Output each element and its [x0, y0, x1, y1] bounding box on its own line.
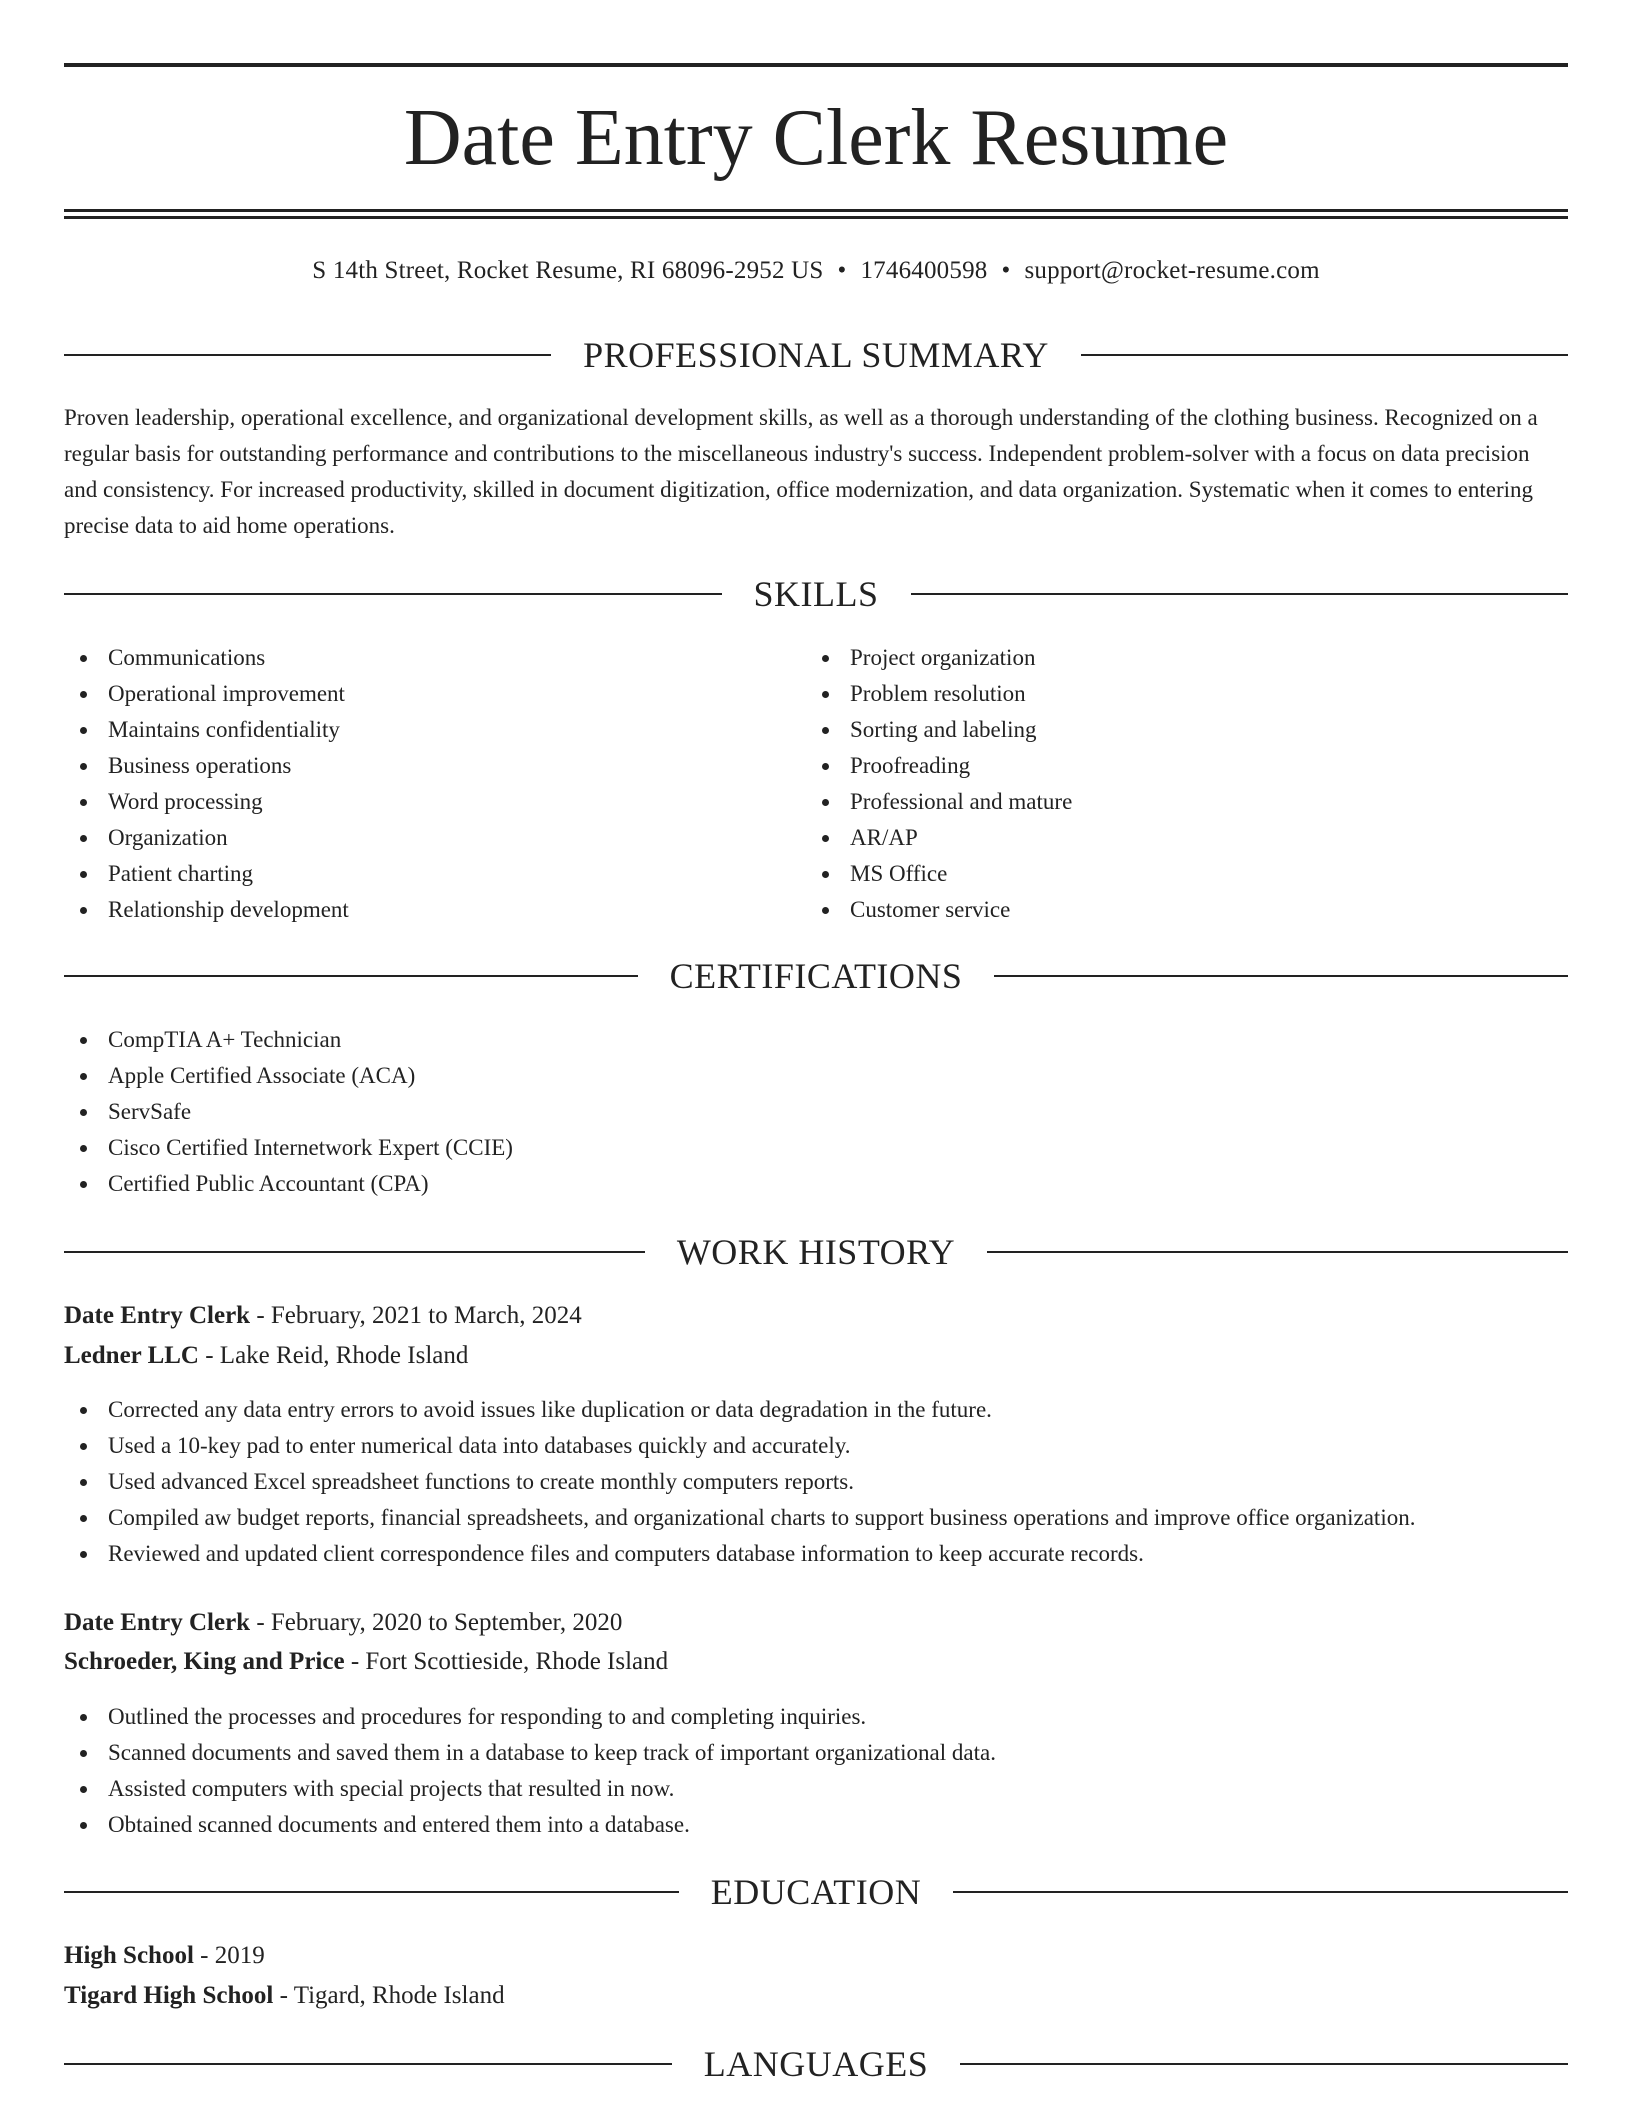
heading-rule — [911, 593, 1569, 595]
job-dates: - February, 2021 to March, 2024 — [250, 1302, 582, 1329]
skill-item: Relationship development — [64, 892, 804, 928]
job-bullet: Outlined the processes and procedures for responding to and completing inquiries. — [64, 1699, 1568, 1735]
skill-item: Sorting and labeling — [806, 712, 1546, 748]
heading-rule — [1081, 354, 1568, 356]
job-role: Date Entry Clerk — [64, 1609, 251, 1636]
resume-title: Date Entry Clerk Resume — [403, 94, 1229, 182]
section-heading-summary — [64, 333, 1568, 377]
job-bullet: Assisted computers with special projects that resulted in now. — [64, 1771, 1568, 1807]
job-bullet: Compiled aw budget reports, financial spreadsheets, and organizational charts to support business operations and improve office organization. — [64, 1500, 1568, 1536]
skill-item: Proofreading — [806, 748, 1546, 784]
contact-separator: • — [1001, 257, 1011, 284]
certification-item: CompTIA A+ Technician — [64, 1022, 1568, 1058]
education-school-line — [64, 1978, 505, 2014]
contact-phone: 1746400598 — [860, 257, 988, 284]
job-bullet: Corrected any data entry errors to avoid issues like duplication or data degradation in the future. — [64, 1392, 1568, 1428]
certifications-list — [64, 1022, 1568, 1202]
skill-item: MS Office — [806, 856, 1546, 892]
section-heading-education — [64, 1870, 1568, 1914]
job-location: - Fort Scottieside, Rhode Island — [344, 1648, 669, 1675]
job-bullet: Used a 10-key pad to enter numerical data into databases quickly and accurately. — [64, 1428, 1568, 1464]
contact-separator: • — [837, 257, 847, 284]
job-bullet: Obtained scanned documents and entered them into a database. — [64, 1807, 1568, 1843]
heading-rule — [64, 354, 551, 356]
skills-list-left — [64, 640, 804, 928]
contact-address: S 14th Street, Rocket Resume, RI 68096-2952 US — [312, 257, 824, 284]
section-heading-certifications — [64, 954, 1568, 998]
job-bullet: Used advanced Excel spreadsheet functions to create monthly computers reports. — [64, 1464, 1568, 1500]
section-title: SKILLS — [753, 574, 879, 614]
job-bullets — [64, 1392, 1568, 1572]
skill-item: Organization — [64, 820, 804, 856]
job-company-line — [64, 1338, 468, 1374]
heading-rule — [953, 1891, 1568, 1893]
education-location: - Tigard, Rhode Island — [273, 1982, 505, 2009]
section-title: LANGUAGES — [703, 2044, 929, 2084]
job-location: - Lake Reid, Rhode Island — [198, 1342, 469, 1369]
skill-item: AR/AP — [806, 820, 1546, 856]
certification-item: Certified Public Accountant (CPA) — [64, 1166, 1568, 1202]
job-title-line — [64, 1605, 622, 1641]
section-heading-work-history — [64, 1230, 1568, 1274]
education-degree-line — [64, 1938, 265, 1974]
heading-rule — [64, 2063, 672, 2065]
job-company: Ledner LLC — [64, 1342, 199, 1369]
job-title-line — [64, 1298, 582, 1334]
summary-text: Proven leadership, operational excellence, and organizational development skills, as well as a thorough understanding of the clothing business. Recognized on a regular basis for outstanding performance and contributions to the miscellaneous industry's success. Independent problem-solver with a focus on data precision and consistency. For increased productivity, skilled in document digitization, office modernization, and data organization. Systematic when it comes to entering precise data to aid home operations. — [64, 405, 1538, 538]
skill-item: Communications — [64, 640, 804, 676]
job-company: Schroeder, King and Price — [64, 1648, 345, 1675]
heading-rule — [64, 975, 638, 977]
job-dates: - February, 2020 to September, 2020 — [250, 1609, 623, 1636]
job-bullet: Reviewed and updated client correspondence files and computers database information to keep accurate records. — [64, 1536, 1568, 1572]
section-title: CERTIFICATIONS — [669, 956, 963, 996]
section-title: EDUCATION — [710, 1872, 922, 1912]
skill-item: Customer service — [806, 892, 1546, 928]
section-title: PROFESSIONAL SUMMARY — [583, 335, 1049, 375]
heading-rule — [987, 1251, 1568, 1253]
heading-rule — [960, 2063, 1568, 2065]
section-title: WORK HISTORY — [676, 1232, 956, 1272]
certification-item: ServSafe — [64, 1094, 1568, 1130]
job-bullet: Scanned documents and saved them in a database to keep track of important organizational data. — [64, 1735, 1568, 1771]
job-company-line — [64, 1644, 668, 1680]
top-rule — [64, 63, 1568, 67]
education-school: Tigard High School — [64, 1982, 274, 2009]
education-year: - 2019 — [193, 1942, 265, 1969]
title-rule-lower — [64, 216, 1568, 219]
skill-item: Problem resolution — [806, 676, 1546, 712]
skill-item: Patient charting — [64, 856, 804, 892]
skill-item: Operational improvement — [64, 676, 804, 712]
education-degree: High School — [64, 1942, 194, 1969]
contact-email: support@rocket-resume.com — [1024, 257, 1320, 284]
contact-line — [64, 254, 1568, 288]
skill-item: Word processing — [64, 784, 804, 820]
skills-list-right — [806, 640, 1546, 928]
certification-item: Apple Certified Associate (ACA) — [64, 1058, 1568, 1094]
skill-item: Maintains confidentiality — [64, 712, 804, 748]
job-role: Date Entry Clerk — [64, 1302, 251, 1329]
certification-item: Cisco Certified Internetwork Expert (CCIE) — [64, 1130, 1568, 1166]
job-bullets — [64, 1699, 1568, 1843]
heading-rule — [64, 593, 722, 595]
skill-item: Business operations — [64, 748, 804, 784]
heading-rule — [994, 975, 1568, 977]
heading-rule — [64, 1891, 679, 1893]
heading-rule — [64, 1251, 645, 1253]
title-rule-upper — [64, 209, 1568, 212]
section-heading-languages — [64, 2042, 1568, 2086]
skill-item: Project organization — [806, 640, 1546, 676]
skill-item: Professional and mature — [806, 784, 1546, 820]
section-heading-skills — [64, 572, 1568, 616]
